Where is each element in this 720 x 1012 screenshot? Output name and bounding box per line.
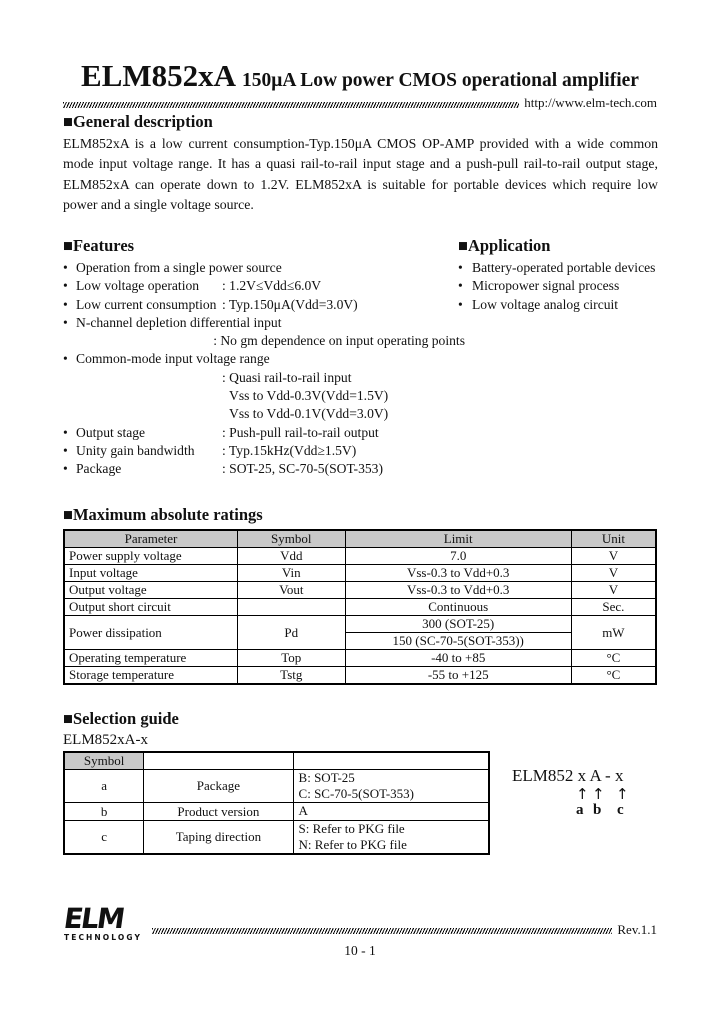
- bullet-marker: •: [63, 351, 68, 367]
- application-section: [458, 236, 668, 315]
- feature-item: • Common-mode input voltage range: [63, 351, 270, 367]
- revision-label: Rev.1.1: [617, 922, 657, 937]
- column-header: Symbol: [237, 530, 345, 548]
- selection-guide-heading: ■Selection guide: [63, 709, 179, 728]
- table-row: Storage temperature Tstg -55 to +125 °C: [64, 667, 656, 685]
- column-header: [144, 752, 293, 770]
- feature-item: Vss to Vdd-0.1V(Vdd=3.0V): [229, 406, 389, 422]
- features-section: [63, 236, 465, 480]
- application-item: • Battery-operated portable devices: [458, 260, 656, 275]
- up-arrow-icon: ↑: [592, 785, 605, 803]
- feature-item: • N-channel depletion differential input: [63, 314, 282, 330]
- selection-guide-table: [63, 751, 490, 855]
- column-header: Symbol: [64, 752, 144, 770]
- column-header: [293, 752, 489, 770]
- general-description-body: ELM852xA is a low current consumption-Typ.150μA CMOS OP-AMP provided with a wide common mode input voltage range. It has a quasi rail-to-rail input stage and a push-pull rail-to-rail output stage, ELM852xA can operate down to 1.2V. ELM852xA is suitable for portable devices which require low power and a single voltage source.: [63, 136, 658, 213]
- application-item: • Micropower signal process: [458, 278, 620, 294]
- column-header: Unit: [571, 530, 656, 548]
- feature-item: • Low voltage operation : 1.2V≤Vdd≤6.0V: [63, 278, 322, 294]
- footer-rule-row: [152, 922, 657, 938]
- bullet-marker: •: [63, 278, 68, 294]
- feature-item: • Operation from a single power source: [63, 260, 282, 275]
- part-number-label-b: b: [593, 802, 602, 818]
- application-item: • Low voltage analog circuit: [458, 296, 619, 312]
- table-header-row: [64, 530, 656, 548]
- part-number-diagram: [512, 766, 662, 828]
- table-row: b Product version A: [64, 803, 489, 820]
- elm-logo-text: ELM: [61, 902, 126, 935]
- elm-logo-subtext: TECHNOLOGY: [64, 933, 142, 942]
- table-row: Output voltage Vout Vss-0.3 to Vdd+0.3 V: [64, 582, 656, 599]
- model-code: ELM852xA-x: [63, 732, 148, 748]
- up-arrow-icon: ↑: [616, 785, 629, 803]
- hatch-divider-bottom: [152, 928, 612, 934]
- bullet-marker: •: [458, 296, 463, 312]
- bullet-marker: •: [63, 461, 68, 477]
- part-number-label-a: a: [576, 802, 584, 818]
- feature-item: : Quasi rail-to-rail input: [222, 369, 352, 385]
- table-row: 150 (SC-70-5(SOT-353)): [64, 633, 656, 650]
- up-arrow-icon: ↑: [576, 785, 589, 803]
- table-row: c Taping direction S: Refer to PKG file N: Refer to PKG file: [64, 820, 489, 854]
- bullet-marker: •: [63, 442, 68, 458]
- maximum-ratings-heading: ■Maximum absolute ratings: [63, 505, 263, 524]
- feature-item: • Low current consumption : Typ.150μA(Vdd=3.0V): [63, 296, 358, 312]
- table-row: Power dissipation Pd 300 (SOT-25) mW: [64, 616, 656, 633]
- table-row: Operating temperature Top -40 to +85 °C: [64, 650, 656, 667]
- general-description-section: [63, 112, 658, 216]
- bullet-marker: •: [63, 424, 68, 440]
- feature-item: : No gm dependence on input operating points: [213, 333, 465, 349]
- table-row: Input voltage Vin Vss-0.3 to Vdd+0.3 V: [64, 565, 656, 582]
- bullet-marker: •: [63, 260, 68, 275]
- feature-item: • Output stage : Push-pull rail-to-rail output: [63, 424, 379, 440]
- table-row: Power supply voltage Vdd 7.0 V: [64, 548, 656, 565]
- maximum-ratings-section: [63, 505, 658, 685]
- column-header: Parameter: [64, 530, 237, 548]
- bullet-marker: •: [458, 278, 463, 294]
- column-header: Limit: [345, 530, 571, 548]
- website-url: http://www.elm-tech.com: [524, 95, 657, 110]
- bullet-marker: •: [63, 314, 68, 330]
- bullet-marker: •: [458, 260, 463, 275]
- features-heading: ■Features: [63, 236, 135, 255]
- bullet-marker: •: [63, 296, 68, 312]
- table-row: a Package B: SOT-25 C: SC-70-5(SOT-353): [64, 770, 489, 803]
- title-subtitle: 150μA Low power CMOS operational amplifier: [242, 70, 639, 91]
- table-row: Output short circuit Continuous Sec.: [64, 599, 656, 616]
- elm-logo: [61, 902, 154, 942]
- part-number-text: ELM852 x A - x: [512, 766, 624, 785]
- hatch-divider-top: [63, 102, 519, 108]
- feature-item: • Unity gain bandwidth : Typ.15kHz(Vdd≥1.5V): [63, 442, 357, 458]
- table-header-row: [64, 752, 489, 770]
- application-heading: ■Application: [458, 236, 551, 255]
- model-name: ELM852xA: [81, 58, 237, 93]
- part-number-label-c: c: [617, 802, 624, 818]
- feature-item: Vss to Vdd-0.3V(Vdd=1.5V): [229, 388, 389, 404]
- feature-item: • Package : SOT-25, SC-70-5(SOT-353): [63, 461, 383, 477]
- general-description-heading: ■General description: [63, 112, 213, 131]
- page-title: [0, 58, 720, 94]
- page-number: 10 - 1: [344, 943, 376, 958]
- header-rule-row: [63, 95, 657, 111]
- maximum-ratings-table: [63, 529, 657, 685]
